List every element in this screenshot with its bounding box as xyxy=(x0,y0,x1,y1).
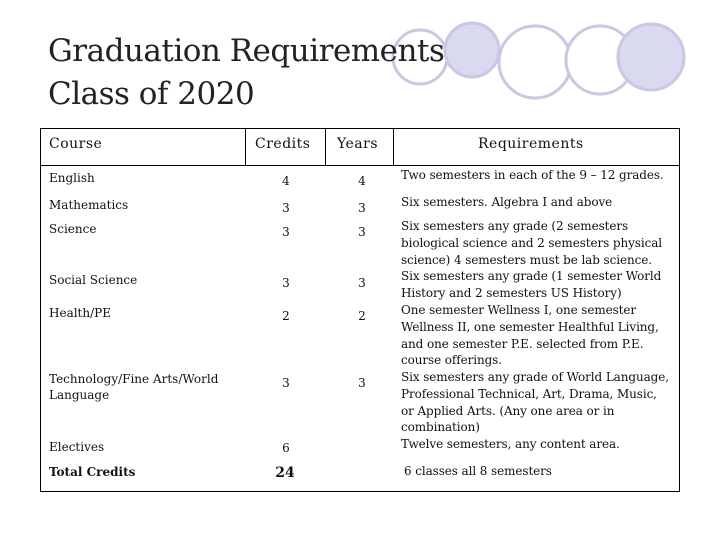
title-line-2: Class of 2020 xyxy=(48,76,255,112)
row-science-requirements: Six semesters any grade (2 semesters biological science and 2 semesters physical science) 4 semesters must be lab science. xyxy=(401,219,662,267)
row-social-science-course: Social Science xyxy=(49,273,138,287)
row-health-pe-requirements: One semester Wellness I, one semester Wellness II, one semester Healthful Living, and one semester P.E. selected from P.E. course offerings. xyxy=(401,303,659,368)
header-divider xyxy=(325,129,326,165)
row-health-pe-years: 2 xyxy=(358,309,366,323)
row-tech-arts-course: Technology/Fine Arts/World Language xyxy=(49,372,219,402)
circle-3 xyxy=(499,26,571,98)
row-tech-arts-credits: 3 xyxy=(282,376,290,390)
total-requirements: 6 classes all 8 semesters xyxy=(404,464,552,478)
circle-2 xyxy=(445,23,499,77)
row-social-science-years: 3 xyxy=(358,276,366,290)
header-requirements: Requirements xyxy=(478,136,584,152)
row-english-credits: 4 xyxy=(282,174,290,188)
row-tech-arts-years: 3 xyxy=(358,376,366,390)
slide-title xyxy=(48,30,444,116)
row-tech-arts-requirements: Six semesters any grade of World Language, Professional Technical, Art, Drama, Music, or Applied Arts. (Any one area or in combination) xyxy=(401,370,669,435)
row-math-requirements: Six semesters. Algebra I and above xyxy=(401,195,613,209)
header-row-divider xyxy=(41,165,679,166)
row-social-science-credits: 3 xyxy=(282,276,290,290)
total-credits-value: 24 xyxy=(275,465,295,481)
row-health-pe-credits: 2 xyxy=(282,309,290,323)
row-english-requirements: Two semesters in each of the 9 – 12 grades. xyxy=(401,168,664,182)
requirements-table xyxy=(40,128,680,492)
total-credits-label: Total Credits xyxy=(49,465,136,479)
row-science-credits: 3 xyxy=(282,225,290,239)
row-math-credits: 3 xyxy=(282,201,290,215)
header-years: Years xyxy=(337,136,379,152)
row-math-course: Mathematics xyxy=(49,198,129,212)
title-line-1: Graduation Requirements xyxy=(48,33,445,69)
row-electives-credits: 6 xyxy=(282,441,290,455)
row-social-science-requirements: Six semesters any grade (1 semester World History and 2 semesters US History) xyxy=(401,269,662,300)
circle-5 xyxy=(618,24,684,90)
header-divider xyxy=(245,129,246,165)
row-electives-requirements: Twelve semesters, any content area. xyxy=(401,437,620,451)
row-electives-course: Electives xyxy=(49,440,105,454)
row-science-years: 3 xyxy=(358,225,366,239)
row-health-pe-course: Health/PE xyxy=(49,306,111,320)
header-divider xyxy=(393,129,394,165)
row-english-course: English xyxy=(49,171,95,185)
row-english-years: 4 xyxy=(358,174,366,188)
row-science-course: Science xyxy=(49,222,97,236)
row-math-years: 3 xyxy=(358,201,366,215)
header-credits: Credits xyxy=(255,136,311,152)
header-course: Course xyxy=(49,136,103,152)
